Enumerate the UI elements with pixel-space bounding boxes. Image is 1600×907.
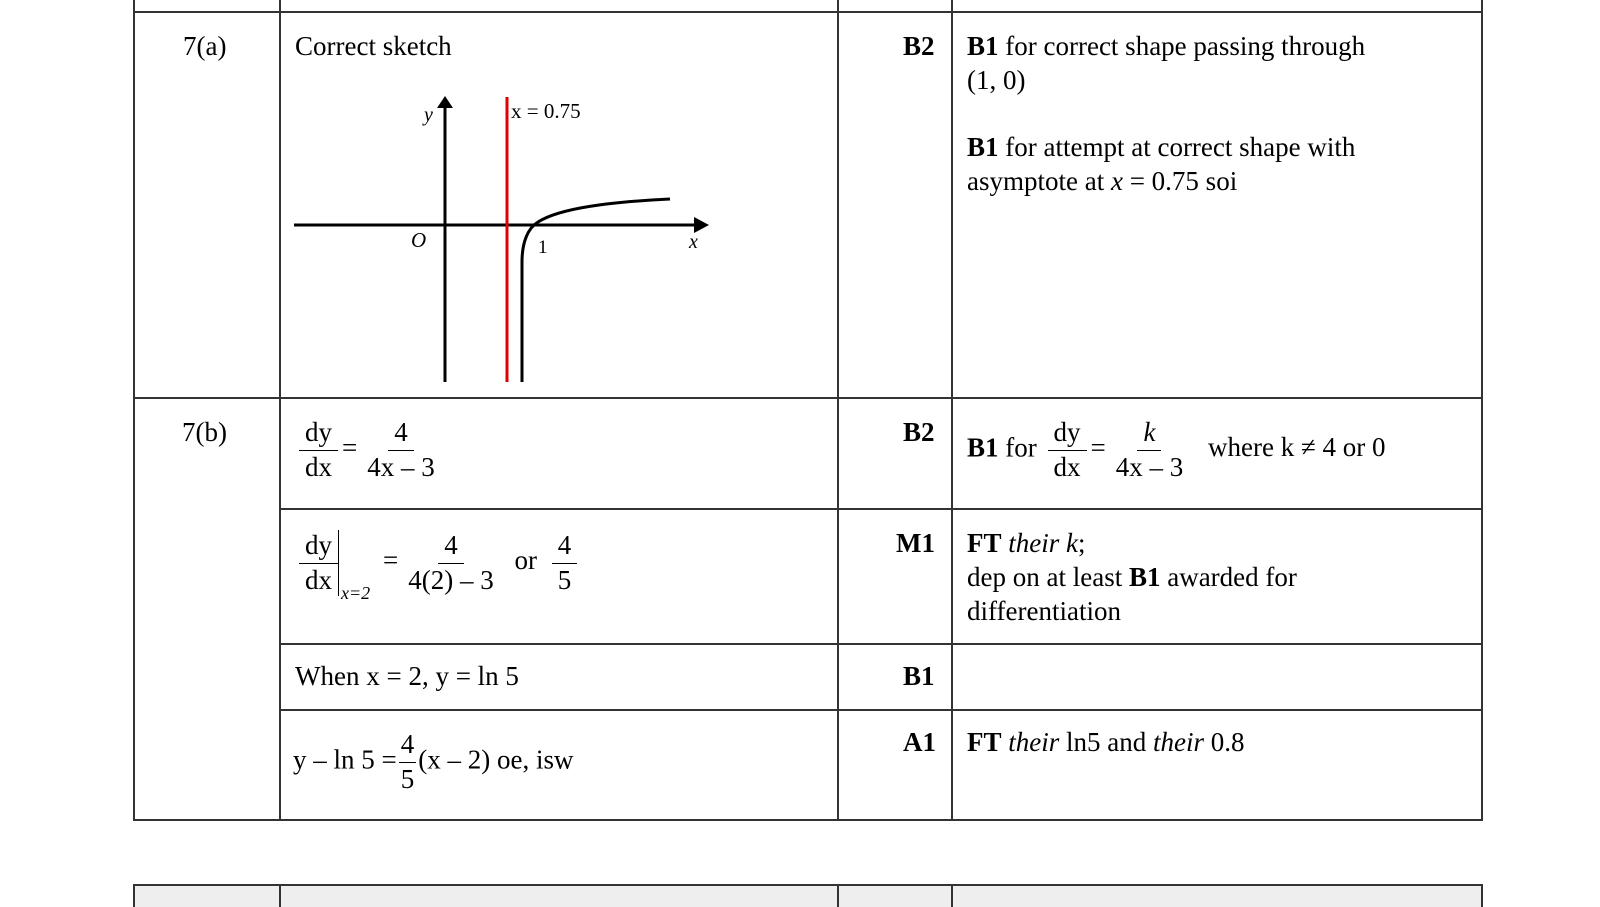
guidance-7b4-mid: ln5 and	[1059, 727, 1154, 757]
gradient-dx: dx	[305, 564, 332, 595]
guidance-7a-mark2: B1	[967, 132, 999, 162]
guidance-7b4-their2: their	[1153, 727, 1205, 757]
table-bottom-border	[133, 819, 1483, 821]
derivative-7b	[295, 418, 445, 482]
gradient-mid	[402, 531, 499, 595]
row-divider-7b-1	[279, 508, 1483, 510]
next-table-col-3	[837, 884, 839, 907]
guidance-awarded: awarded for	[1160, 562, 1297, 592]
tangent-gradient-den: 5	[400, 763, 415, 794]
marks-7a: B2	[903, 31, 935, 61]
gradient-value-den: 5	[557, 564, 572, 595]
gradient-mid-num: 4	[438, 531, 464, 564]
answer-7a: Correct sketch	[295, 31, 452, 61]
gradient-value	[552, 531, 578, 595]
guidance-7b-2-line2	[967, 561, 1297, 595]
guidance-7b-4	[967, 726, 1245, 760]
guidance-7b4-end: 0.8	[1204, 727, 1245, 757]
rhs-numerator: 4	[388, 418, 414, 451]
guidance-7b-2-line3: differentiation	[967, 596, 1121, 626]
guidance-their-k: their k	[1008, 528, 1078, 558]
tangent-lhs: y – ln 5 =	[293, 744, 397, 775]
asymptote-label: x = 0.75	[511, 99, 581, 123]
row-divider-7a	[133, 397, 1483, 399]
marks-7b-4: A1	[903, 727, 936, 757]
guidance-7a-line1	[967, 30, 1365, 64]
derivative-rhs	[361, 418, 441, 482]
guidance-7a-text1: for correct shape passing through	[998, 31, 1366, 61]
guidance-b1: B1	[1128, 562, 1161, 592]
col-border-marks	[951, 0, 953, 820]
col-border-left	[133, 0, 135, 820]
evaluation-subscript: x=2	[341, 582, 371, 603]
guidance-ft: FT	[967, 528, 1002, 558]
guidance-dep: dep on at least	[967, 562, 1129, 592]
guidance-7b4-their1: their	[1008, 727, 1060, 757]
row-divider-7b-2	[279, 643, 1483, 645]
gradient-lhs	[299, 531, 338, 595]
root-label: 1	[538, 237, 548, 258]
col-border-question	[279, 0, 281, 820]
y-axis-arrowhead	[437, 96, 453, 108]
gradient-value-num: 4	[552, 531, 578, 564]
guidance-7b-1	[967, 418, 1386, 482]
next-table-col-4	[951, 884, 953, 907]
marks-7b-2: M1	[896, 528, 935, 558]
guidance-7b-2-line1	[967, 527, 1086, 561]
next-table-col-5	[1481, 884, 1483, 907]
gradient-at-x2	[295, 529, 581, 603]
gradient-or: or	[514, 545, 537, 576]
sketch-graph	[290, 90, 730, 390]
tangent-gradient	[399, 730, 417, 794]
guidance-denominator: 4x – 3	[1115, 451, 1184, 482]
x-axis-label: x	[689, 231, 698, 253]
guidance-7b-lhs	[1048, 418, 1087, 482]
tangent-equation	[293, 730, 573, 794]
guidance-7b-for: for	[998, 432, 1044, 463]
next-table-header	[133, 884, 1483, 907]
gradient-equals: =	[383, 545, 399, 576]
dx-denominator: dx	[305, 451, 332, 482]
question-number-7b: 7(b)	[182, 417, 227, 447]
dy-numerator: dy	[299, 418, 338, 451]
guidance-k: k	[1137, 418, 1161, 451]
equals-sign: =	[342, 432, 358, 463]
guidance-equals: =	[1090, 432, 1106, 463]
guidance-7a-text3: for attempt at correct shape with	[998, 132, 1356, 162]
guidance-7a-text4b: = 0.75 soi	[1122, 166, 1238, 196]
table-top-border	[133, 11, 1483, 13]
guidance-semicolon: ;	[1078, 528, 1086, 558]
guidance-7a-text4a: asymptote at	[967, 166, 1111, 196]
guidance-7a-var: x	[1110, 166, 1123, 196]
guidance-7b-rhs	[1110, 418, 1190, 482]
marks-7b-3: B1	[903, 661, 935, 691]
y-axis-label: y	[424, 104, 433, 126]
guidance-7a-mark1: B1	[967, 31, 999, 61]
gradient-dy: dy	[299, 531, 338, 564]
next-table-col-2	[279, 884, 281, 907]
marks-7b-1: B2	[903, 417, 935, 447]
tangent-gradient-num: 4	[399, 730, 417, 763]
col-border-right	[1481, 0, 1483, 820]
col-border-answer	[837, 0, 839, 820]
guidance-7a-line3	[967, 131, 1355, 165]
next-table-col-1	[133, 884, 135, 907]
rhs-denominator: 4x – 3	[367, 451, 435, 482]
guidance-7a-line2: (1, 0)	[967, 65, 1026, 95]
guidance-7b-condition: where k ≠ 4 or 0	[1207, 432, 1386, 463]
guidance-dy: dy	[1048, 418, 1087, 451]
question-number-7a: 7(a)	[183, 31, 227, 61]
evaluation-bar	[338, 530, 371, 603]
row-divider-7b-3	[279, 709, 1483, 711]
gradient-mid-den: 4(2) – 3	[408, 564, 494, 595]
guidance-7b-mark: B1	[967, 432, 999, 463]
origin-label: O	[411, 228, 427, 252]
tangent-rhs: (x – 2) oe, isw	[418, 744, 574, 775]
guidance-7a-line4	[967, 165, 1237, 199]
next-table-top-border	[133, 884, 1483, 886]
guidance-7b4-ft: FT	[967, 727, 1002, 757]
answer-7b-3: When x = 2, y = ln 5	[295, 661, 519, 691]
derivative-lhs	[299, 418, 338, 482]
guidance-dx: dx	[1053, 451, 1081, 482]
